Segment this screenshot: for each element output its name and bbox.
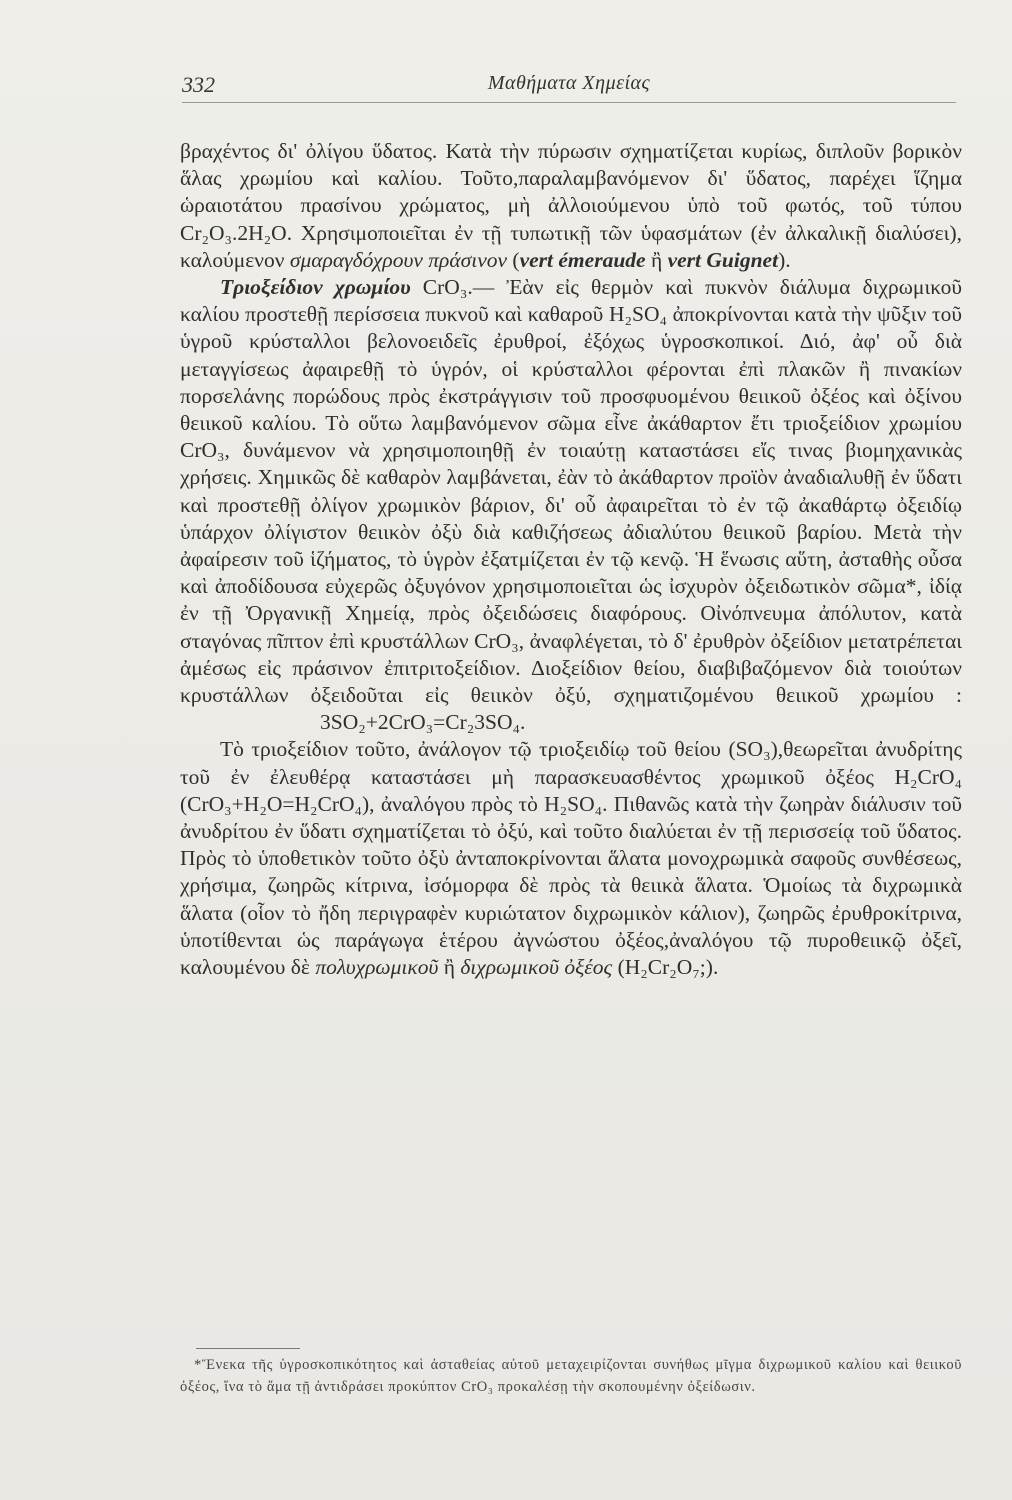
section-heading: Τριοξείδιον χρωμίου (220, 275, 411, 300)
or-word: ἢ (645, 247, 668, 272)
french-term-2: vert Guignet (667, 247, 779, 272)
polychromic-term: πολυχρωμικοῦ (315, 955, 439, 980)
paragraph-3-end: (H₂Cr₂O₇;). (612, 955, 719, 980)
or-word-2: ἢ (438, 955, 461, 980)
running-title: Μαθήματα Χημείας (487, 72, 651, 94)
paragraph-3-text: Τὸ τριοξείδιον τοῦτο, ἀνάλογον τῷ τριοξειδίῳ τοῦ θείου (SO₃),θεωρεῖται ἀνυδρίτης τοῦ ἐν ἐλευθέρᾳ καταστάσει μὴ παρασκευασθέντος χρωμικοῦ ὀξέος H₂CrO₄ (CrO₃+H₂O=H₂CrO₄), ἀναλόγου πρὸς τὸ H₂SO₄. Πιθανῶς κατὰ τὴν ζωηρὰν διάλυσιν τοῦ ἀνυδρίτου ἐν ὕδατι σχηματίζεται τὸ ὀξύ, καὶ τοῦτο διαλύεται ἐν τῇ περισσείᾳ τοῦ ὕδατος. Πρὸς τὸ ὑποθετικὸν τοῦτο ὀξὺ ἀνταποκρίνονται ἅλατα μονοχρωμικὰ σαφοῦς συνθέσεως, χρήσιμα, ζωηρῶς κίτρινα, ἰσόμορφα δὲ πρὸς τὰ θειικὰ ἅλατα. Ὁμοίως τὰ διχρωμικὰ ἅλατα (οἷον τὸ ἤδη περιγραφὲν κυριώτατον διχρωμικὸν κάλιον), ζωηρῶς ἐρυθροκίτρινα, ὑποτίθενται ὡς παράγωγα ἑτέρου ἀγνώστου ὀξέος,ἀναλόγου τῷ πυροθειικῷ ὀξεῖ, καλουμένου δὲ (180, 737, 962, 980)
paren-open: ( (507, 247, 520, 272)
footnote-mark: * (194, 1357, 202, 1373)
reaction-equation: 3SO₂+2CrO₃=Cr₂3SO₄. (320, 710, 526, 735)
page-header (182, 72, 956, 103)
page-number: 332 (182, 72, 215, 97)
dichromic-acid-term: διχρωμικοῦ ὀξέος (460, 955, 613, 980)
footnote-text: Ἕνεκα τῆς ὑγροσκοπικότητος καὶ ἀσταθείας αὐτοῦ μεταχειρίζονται συνήθως μῖγμα διχρωμικοῦ καλίου καὶ θειικοῦ ὀξέος, ἵνα τὸ ἅμα τῇ ἀντιδράσει προκύπτον CrO₃ προκαλέσῃ τὴν σκοπουμένην ὀξείδωσιν. (180, 1357, 962, 1395)
emerald-green-term: σμαραγδόχρουν πράσινον (289, 247, 508, 272)
footnote-divider (196, 1348, 300, 1349)
paragraph-3 (180, 736, 962, 981)
paragraph-1 (180, 138, 962, 274)
footnote (180, 1354, 962, 1398)
paragraph-2 (180, 274, 962, 736)
paragraph-2-text: CrO₃.— Ἐὰν εἰς θερμὸν καὶ πυκνὸν διάλυμα διχρωμικοῦ καλίου προστεθῇ περίσσεια πυκνοῦ καὶ καθαροῦ H₂SO₄ ἀποκρίνονται κατὰ τὴν ψῦξιν τοῦ ὑγροῦ κρύσταλλοι βελονοειδεῖς ἐρυθροί, ἐξόχως ὑγροσκοπικοί. Διό, ἀφ' οὗ διὰ μεταγγίσεως ἀφαιρεθῇ τὸ ὑγρόν, οἱ κρύσταλλοι φέρονται ἐπὶ πλακῶν ἢ πινακίων πορσελάνης πορώδους πρὸς ἐκστράγγισιν τοῦ προσφυομένου θειικοῦ ὀξέος καὶ ὀξίνου θειικοῦ καλίου. Τὸ οὕτω λαμβανόμενον σῶμα εἶνε ἀκάθαρτον ἔτι τριοξείδιον χρωμίου CrO₃, δυνάμενον νὰ χρησιμοποιηθῇ ἐν τοιαύτῃ καταστάσει εἴς τινας βιομηχανικὰς χρήσεις. Χημικῶς δὲ καθαρὸν λαμβάνεται, ἐὰν τὸ ἀκάθαρτον προϊὸν ἀναδιαλυθῇ ἐν ὕδατι καὶ προστεθῇ ὀλίγον χρωμικὸν βάριον, δι' οὗ ἀφαιρεῖται τὸ ἐν τῷ ἀκαθάρτῳ ὀξειδίῳ ὑπάρχον ὀλίγιστον θειικὸν ὀξὺ διὰ καθιζήσεως ἀδιαλύτου θειικοῦ βαρίου. Μετὰ τὴν ἀφαίρεσιν τοῦ ἱζήματος, τὸ ὑγρὸν ἐξατμίζεται ἐν τῷ κενῷ. Ἡ ἕνωσις αὕτη, ἀσταθὴς οὖσα καὶ ἀποδίδουσα εὐχερῶς ὀξυγόνον χρησιμοποιεῖται ὡς ἰσχυρὸν ὀξειδωτικὸν σῶμα*, ἰδίᾳ ἐν τῇ Ὀργανικῇ Χημείᾳ, πρὸς ὀξειδώσεις διαφόρους. Οἰνόπνευμα ἀπόλυτον, κατὰ σταγόνας πῖπτον ἐπὶ κρυστάλλων CrO₃, ἀναφλέγεται, τὸ δ' ἐρυθρὸν ὀξείδιον μετατρέπεται ἀμέσως εἰς πράσινον ἐπιτριτοξείδιον. Διοξείδιον θείου, διαβιβαζόμενον διὰ τοιούτων κρυστάλλων ὀξειδοῦται εἰς θειικὸν ὀξύ, σχηματιζομένου θειικοῦ χρωμίου : (180, 275, 962, 708)
paragraph-1-text: βραχέντος δι' ὀλίγου ὕδατος. Κατὰ τὴν πύρωσιν σχηματίζεται κυρίως, διπλοῦν βορικὸν ἅλας χρωμίου καὶ καλίου. Τοῦτο,παραλαμβανόμενον δι' ὕδατος, παρέχει ἵζημα ὡραιοτάτου πρασίνου χρώματος, μὴ ἀλλοιούμενου ὑπὸ τοῦ φωτός, τοῦ τύπου Cr₂O₃.2H₂O. Χρησιμοποιεῖται ἐν τῇ τυπωτικῇ τῶν ὑφασμάτων (ἐν ἀλκαλικῇ διαλύσει), καλούμενον (180, 139, 962, 272)
paragraph-1-end: ). (778, 247, 791, 272)
french-term-1: vert émeraude (519, 247, 646, 272)
main-text (180, 138, 962, 981)
